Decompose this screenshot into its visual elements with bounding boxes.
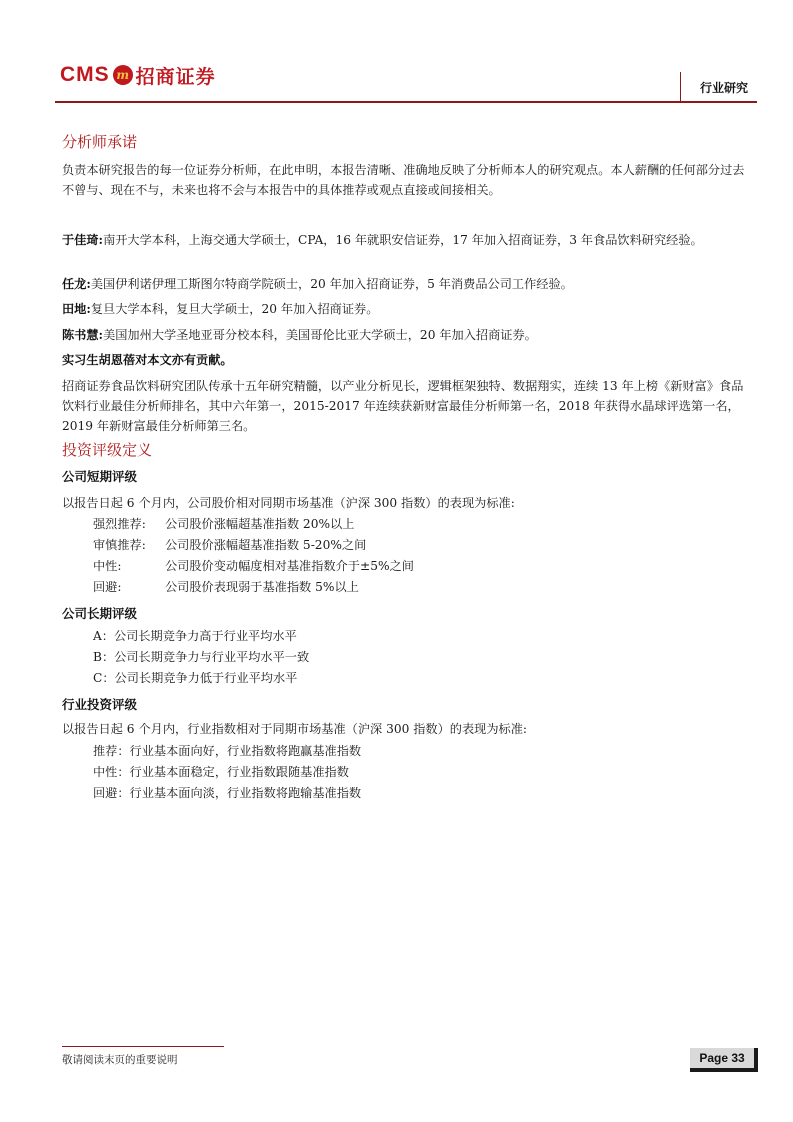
rating-desc: 公司股价表现弱于基准指数 5%以上 xyxy=(165,580,359,594)
long-term-title: 公司长期评级 xyxy=(62,606,138,621)
analyst-bio: 陈书慧:美国加州大学圣地亚哥分校本科，美国哥伦比亚大学硕士，20 年加入招商证券。 xyxy=(62,328,537,342)
rating-desc: 公司股价涨幅超基准指数 5-20%之间 xyxy=(165,538,367,552)
industry-item: 推荐：行业基本面向好，行业指数将跑赢基准指数 xyxy=(93,744,362,758)
rating-label: 中性: xyxy=(93,559,122,573)
short-term-title: 公司短期评级 xyxy=(62,469,138,484)
short-term-intro: 以报告日起 6 个月内，公司股价相对同期市场基准（沪深 300 指数）的表现为标准: xyxy=(62,496,515,510)
logo-chinese: 招商证券 xyxy=(135,65,216,88)
rating-label: 审慎推荐: xyxy=(93,538,146,552)
footer-disclaimer: 敬请阅读末页的重要说明 xyxy=(62,1054,178,1066)
page-number: Page 33 xyxy=(690,1048,754,1068)
analyst-name: 于佳琦: xyxy=(62,233,104,247)
analyst-name: 陈书慧: xyxy=(62,328,104,342)
long-term-item: C：公司长期竞争力低于行业平均水平 xyxy=(93,671,298,685)
intern-note: 实习生胡恩蓓对本文亦有贡献。 xyxy=(62,353,233,367)
header-rule xyxy=(55,101,757,103)
rating-label: 回避: xyxy=(93,580,122,594)
industry-item: 回避：行业基本面向淡，行业指数将跑输基准指数 xyxy=(93,786,362,800)
rating-desc: 公司股价变动幅度相对基准指数介于±5%之间 xyxy=(165,559,414,573)
page-box-shadow xyxy=(690,1068,758,1072)
section-label: 行业研究 xyxy=(700,81,749,95)
commitment-title: 分析师承诺 xyxy=(62,133,138,151)
industry-item: 中性：行业基本面稳定，行业指数跟随基准指数 xyxy=(93,765,349,779)
analyst-bio: 任龙:美国伊利诺伊理工斯图尔特商学院硕士，20 年加入招商证券，5 年消费品公司工作经验。 xyxy=(62,277,573,291)
logo-mark-icon: m xyxy=(113,65,133,85)
logo-latin: CMS xyxy=(60,63,110,86)
industry-title: 行业投资评级 xyxy=(62,697,138,712)
commitment-text: 负责本研究报告的每一位证券分析师，在此申明，本报告清晰、准确地反映了分析师本人的研究观点。本人薪酬的任何部分过去不曾与、现在不与，未来也将不会与本报告中的具体推荐或观点直接或间接相关。 xyxy=(62,163,745,197)
rating-label: 强烈推荐: xyxy=(93,517,146,531)
rating-desc: 公司股价涨幅超基准指数 20%以上 xyxy=(165,517,355,531)
footer-rule xyxy=(62,1046,224,1047)
analyst-bio: 于佳琦:南开大学本科，上海交通大学硕士，CPA，16 年就职安信证券，17 年加入招商证券，3 年食品饮料研究经验。 xyxy=(62,233,703,247)
company-logo xyxy=(60,62,216,88)
analyst-name: 任龙: xyxy=(62,277,91,291)
team-intro: 招商证券食品饮料研究团队传承十五年研究精髓，以产业分析见长，逻辑框架独特、数据翔实，连续 13 年上榜《新财富》食品饮料行业最佳分析师排名，其中六年第一，2015-2017 年连续获新财富最佳分析师第一名，2018 年获得水晶球评选第一名，2019 年新财富最佳分析师第三名。 xyxy=(62,379,744,433)
analyst-name: 田地: xyxy=(62,302,91,316)
rating-title: 投资评级定义 xyxy=(62,441,153,459)
header-divider-vertical xyxy=(680,72,681,101)
long-term-item: B：公司长期竞争力与行业平均水平一致 xyxy=(93,650,310,664)
analyst-bio: 田地:复旦大学本科，复旦大学硕士，20 年加入招商证券。 xyxy=(62,302,379,316)
long-term-item: A：公司长期竞争力高于行业平均水平 xyxy=(93,629,297,643)
industry-intro: 以报告日起 6 个月内，行业指数相对于同期市场基准（沪深 300 指数）的表现为标准: xyxy=(62,722,527,736)
